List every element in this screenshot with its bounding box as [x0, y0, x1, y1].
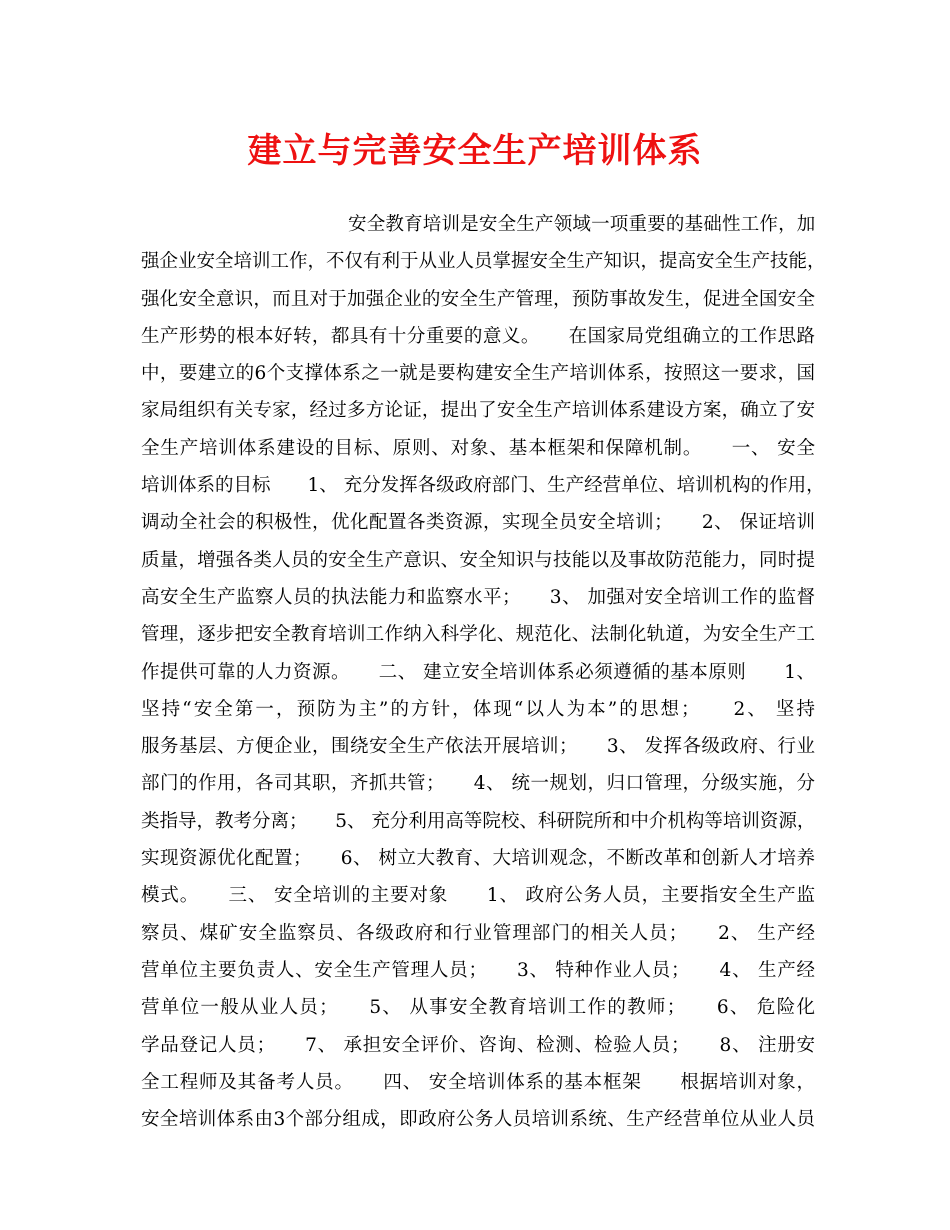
body-line: 家局组织有关专家，经过多方论证，提出了安全生产培训体系建设方案，确立了安 [141, 400, 815, 422]
body-line: 质量，增强各类人员的安全生产意识、安全知识与技能以及事故防范能力，同时提 [141, 549, 815, 571]
body-line: 安全教育培训是安全生产领域一项重要的基础性工作，加 [348, 214, 816, 235]
body-line: 学品登记人员； 7、 承担安全评价、咨询、检测、检验人员； 8、 注册安 [141, 1034, 815, 1056]
body-line: 高安全生产监察人员的执法能力和监察水平； 3、 加强对安全培训工作的监督 [141, 586, 815, 608]
body-line: 管理，逐步把安全教育培训工作纳入科学化、规范化、法制化轨道，为安全生产工 [141, 624, 815, 646]
body-line: 全生产培训体系建设的目标、原则、对象、基本框架和保障机制。 一、 安全 [141, 437, 815, 459]
body-line: 营单位主要负责人、安全生产管理人员； 3、 特种作业人员； 4、 生产经 [141, 959, 815, 981]
body-line: 全工程师及其备考人员。 四、 安全培训体系的基本框架 根据培训对象， [141, 1071, 815, 1093]
body-line: 营单位一般从业人员； 5、 从事安全教育培训工作的教师； 6、 危险化 [141, 997, 815, 1019]
document-body [141, 206, 826, 1131]
body-line: 培训体系的目标 1、 充分发挥各级政府部门、生产经营单位、培训机构的作用， [141, 475, 825, 497]
body-line: 中，要建立的6个支撑体系之一就是要构建安全生产培训体系，按照这一要求，国 [141, 363, 815, 385]
body-line: 服务基层、方便企业，围绕安全生产依法开展培训； 3、 发挥各级政府、行业 [141, 736, 815, 758]
body-line: 作提供可靠的人力资源。 二、 建立安全培训体系必须遵循的基本原则 1、 [141, 661, 815, 683]
document-title: 建立与完善安全生产培训体系 [247, 131, 703, 171]
body-line: 强化安全意识，而且对于加强企业的安全生产管理，预防事故发生，促进全国安全 [141, 288, 815, 310]
body-line: 察员、煤矿安全监察员、各级政府和行业管理部门的相关人员； 2、 生产经 [141, 922, 815, 944]
body-line: 生产形势的根本好转，都具有十分重要的意义。 在国家局党组确立的工作思路 [141, 325, 815, 347]
body-line: 坚持“安全第一，预防为主”的方针，体现“以人为本”的思想； 2、 坚持 [141, 698, 815, 720]
body-line: 类指导，教考分离； 5、 充分利用高等院校、科研院所和中介机构等培训资源， [141, 810, 816, 832]
body-line: 安全培训体系由3个部分组成，即政府公务人员培训系统、生产经营单位从业人员 [141, 1109, 815, 1131]
body-line: 实现资源优化配置； 6、 树立大教育、大培训观念，不断改革和创新人才培养 [141, 848, 815, 870]
body-line: 强企业安全培训工作，不仅有利于从业人员掌握安全生产知识，提高安全生产技能， [141, 251, 826, 273]
body-line: 调动全社会的积极性，优化配置各类资源，实现全员安全培训； 2、 保证培训 [141, 512, 815, 534]
body-line: 部门的作用，各司其职，齐抓共管； 4、 统一规划，归口管理，分级实施，分 [141, 773, 815, 795]
body-line: 模式。 三、 安全培训的主要对象 1、 政府公务人员，主要指安全生产监 [141, 885, 815, 907]
